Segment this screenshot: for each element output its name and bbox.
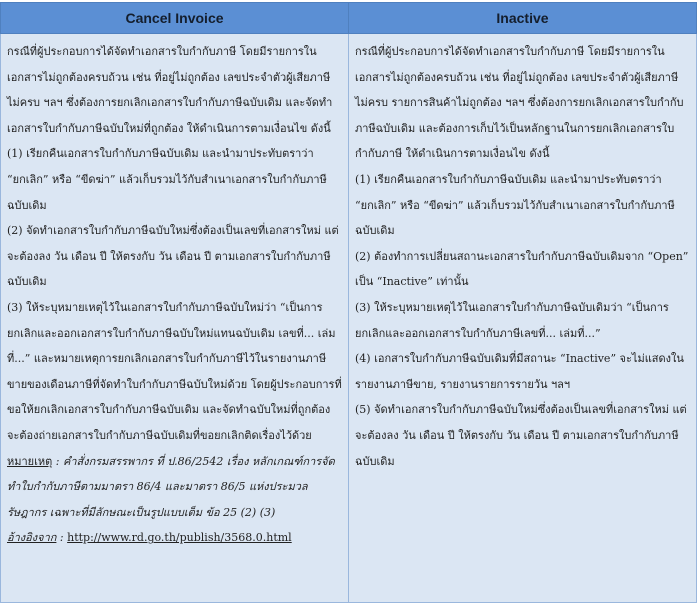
cancel-step-3: (3) ให้ระบุหมายเหตุไว้ในเอกสารใบกำกับภาษีฉบับใหม่ว่า “เป็นการยกเลิกและออกเอกสารใบกำกับภาษีฉบับใหม่แทนฉบับเดิม เลขที่... เล่มที่...” และหมายเหตุการยกเลิกเอกสารใบกำกับภาษีไว้ในรายงานภาษีขายของเดือนภาษีที่จัดทำใบกำกับภาษีฉบับใหม่ด้วย โดยผู้ประกอบการที่ขอให้ยกเลิกเอกสารใบกำกับภาษีฉบับเดิม และจัดทำฉบับใหม่ที่ถูกต้อง จะต้องถ่ายเอกสารใบกำกับภาษีฉบับเดิมที่ขอยกเลิกติดเรื่องไว้ด้วย — [7, 300, 342, 442]
cancel-invoice-cell — [1, 34, 349, 603]
note-text: : คำสั่งกรมสรรพากร ที่ ป.86/2542 เรื่อง หลักเกณฑ์การจัดทำใบกำกับภาษีตามมาตรา 86/4 และมาตรา 86/5 แห่งประมวลรัษฎากร เฉพาะที่มีลักษณะเป็นรูปแบบเต็ม ข้อ 25 (2) (3) — [7, 454, 335, 519]
header-inactive: Inactive — [349, 3, 697, 34]
reference-link[interactable]: http://www.rd.go.th/publish/3568.0.html — [67, 531, 292, 545]
cancel-note — [7, 449, 342, 526]
cancel-reference — [7, 525, 342, 551]
header-row — [1, 3, 697, 34]
inactive-step-1: (1) เรียกคืนเอกสารใบกำกับภาษีฉบับเดิม และนำมาประทับตราว่า “ยกเลิก” หรือ “ขีดฆ่า” แล้วเก็บรวมไว้กับสำเนาเอกสารใบกำกับภาษีฉบับเดิม — [355, 172, 675, 238]
cancel-step-1: (1) เรียกคืนเอกสารใบกำกับภาษีฉบับเดิม และนำมาประทับตราว่า “ยกเลิก” หรือ “ขีดฆ่า” แล้วเก็บรวมไว้กับสำเนาเอกสารใบกำกับภาษีฉบับเดิม — [7, 147, 327, 212]
inactive-step-3: (3) ให้ระบุหมายเหตุไว้ในเอกสารใบกำกับภาษีฉบับเดิมว่า “เป็นการยกเลิกและออกเอกสารใบกำกับภาษีเลขที่... เล่มที่...” — [355, 300, 669, 340]
reference-label: อ้างอิงจาก — [7, 531, 57, 545]
note-label: หมายเหตุ — [7, 454, 53, 468]
content-row — [1, 34, 697, 603]
cancel-intro: กรณีที่ผู้ประกอบการได้จัดทำเอกสารใบกำกับภาษี โดยมีรายการในเอกสารไม่ถูกต้องครบถ้วน เช่น ที่อยู่ไม่ถูกต้อง เลขประจำตัวผู้เสียภาษีไม่ครบ ฯลฯ ซึ่งต้องการยกเลิกเอกสารใบกำกับภาษีฉบับเดิม และจัดทำเอกสารใบกำกับภาษีฉบับใหม่ที่ถูกต้อง ให้ดำเนินการตามเงื่อนไข ดังนี้ — [7, 45, 333, 135]
inactive-step-4: (4) เอกสารใบกำกับภาษีฉบับเดิมที่มีสถานะ “Inactive” จะไม่แสดงในรายงานภาษีขาย, รายงานรายการรายวัน ฯลฯ — [355, 352, 684, 391]
inactive-step-2: (2) ต้องทำการเปลี่ยนสถานะเอกสารใบกำกับภาษีฉบับเดิมจาก “Open” เป็น “Inactive” เท่านั้น — [355, 249, 689, 289]
inactive-intro: กรณีที่ผู้ประกอบการได้จัดทำเอกสารใบกำกับภาษี โดยมีรายการในเอกสารไม่ถูกต้องครบถ้วน เช่น ที่อยู่ไม่ถูกต้อง เลขประจำตัวผู้เสียภาษีไม่ครบ รายการสินค้าไม่ถูกต้อง ฯลฯ ซึ่งต้องการยกเลิกเอกสารใบกำกับภาษีฉบับเดิม และต้องการเก็บไว้เป็นหลักฐานในการยกเลิกเอกสารใบกำกับภาษี ให้ดำเนินการตามเงื่อนไข ดังนี้ — [355, 45, 684, 161]
header-cancel-invoice: Cancel Invoice — [1, 3, 349, 34]
reference-separator: : — [56, 531, 68, 545]
comparison-table — [0, 2, 697, 603]
cancel-step-2: (2) จัดทำเอกสารใบกำกับภาษีฉบับใหม่ซึ่งต้องเป็นเลขที่เอกสารใหม่ แต่จะต้องลง วัน เดือน ปี ให้ตรงกับ วัน เดือน ปี ตามเอกสารใบกำกับภาษีฉบับเดิม — [7, 224, 339, 289]
inactive-step-5: (5) จัดทำเอกสารใบกำกับภาษีฉบับใหม่ซึ่งต้องเป็นเลขที่เอกสารใหม่ แต่จะต้องลง วัน เดือน ปี ให้ตรงกับ วัน เดือน ปี ตามเอกสารใบกำกับภาษีฉบับเดิม — [355, 403, 687, 468]
inactive-cell — [349, 34, 697, 603]
